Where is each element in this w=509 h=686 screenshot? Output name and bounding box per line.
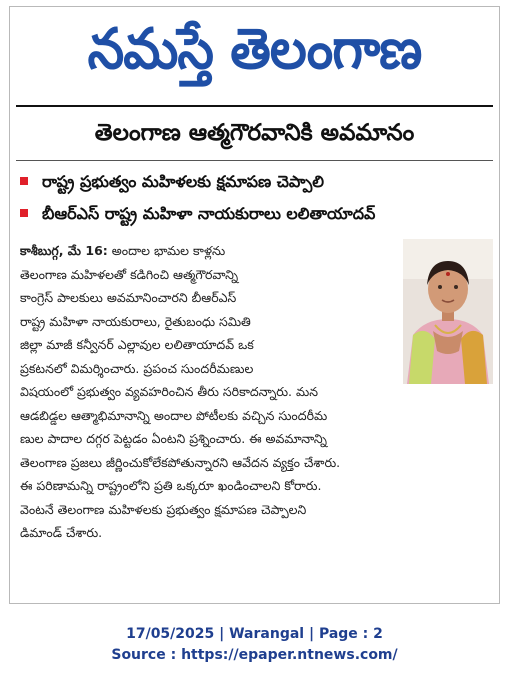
masthead <box>10 7 499 101</box>
subhead-text: రాష్ట్ర ప్రభుత్వం మహిళలకు క్షమాపణ చెప్పాలి <box>42 172 324 191</box>
body-text: అందాల భామల కాళ్లను <box>111 243 226 258</box>
subhead-text: బీఆర్ఎస్ రాష్ట్ర మహిళా నాయకురాలు లలితాయాదవ్ <box>42 204 376 223</box>
body-line: ప్రకటనలో విమర్శించారు. ప్రపంచ సుందరీమణుల <box>20 360 254 376</box>
subhead-item <box>18 199 491 231</box>
body-line: ఈ పరిణామన్ని రాష్ట్రంలోని ప్రతి ఒక్కరూ ఖండించాలని కోరారు. <box>20 478 322 493</box>
body-line: తెలంగాణ ప్రజలు జీర్ణించుకోలేకపోతున్నారని ఆవేదన వ్యక్తం చేశారు. <box>20 454 341 470</box>
body-line: కాంగ్రెస్ పాలకులు అవమానించారని బీఆర్ఎస్ <box>20 290 237 305</box>
body-line: డిమాండ్ చేశారు. <box>20 525 103 540</box>
footer-meta: 17/05/2025 | Warangal | Page : 2 <box>126 626 383 642</box>
headline-divider <box>16 160 493 161</box>
body-line <box>20 239 356 263</box>
body-line: ఆడబిడ్డల ఆత్మాభిమానాన్ని అందాల పోటీలకు వచ్చిన సుందరీమ <box>20 407 328 423</box>
footer-source: Source : https://epaper.ntnews.com/ <box>111 647 398 663</box>
body-line: జిల్లా మాజీ కన్వీనర్ ఎల్లావుల లలితాయాదవ్ ఒక <box>20 337 254 352</box>
body-line: ణుల పాదాల దగ్గర పెట్టడం ఏంటని ప్రశ్నించారు. ఈ అవమానాన్ని <box>20 431 327 446</box>
article-headline: తెలంగాణ ఆత్మగౌరవానికి అవమానం <box>94 120 415 146</box>
body-line: తెలంగాణ మహిళలతో కడిగించి ఆత్మగౌరవాన్ని <box>20 266 239 282</box>
bullet-icon <box>20 177 28 185</box>
newspaper-clipping <box>9 6 500 604</box>
dateline: కాశీబుగ్గ, మే 16: <box>20 243 108 258</box>
article-subheads <box>18 167 491 231</box>
body-line: విషయంలో ప్రభుత్వం వ్యవహరించిన తీరు సరికాదన్నారు. మన <box>20 384 318 399</box>
body-line: రాష్ట్ర మహిళా నాయకురాలు, రైతుబంధు సమితి <box>20 313 251 329</box>
masthead-divider <box>16 105 493 107</box>
article-body <box>20 239 490 545</box>
bullet-icon <box>20 209 28 217</box>
subhead-item <box>18 167 491 199</box>
masthead-title: నమస్తే తెలంగాణ <box>87 17 422 82</box>
body-line: వెంటనే తెలంగాణ మహిళలకు ప్రభుత్వం క్షమాపణ చెప్పాలని <box>20 501 307 517</box>
